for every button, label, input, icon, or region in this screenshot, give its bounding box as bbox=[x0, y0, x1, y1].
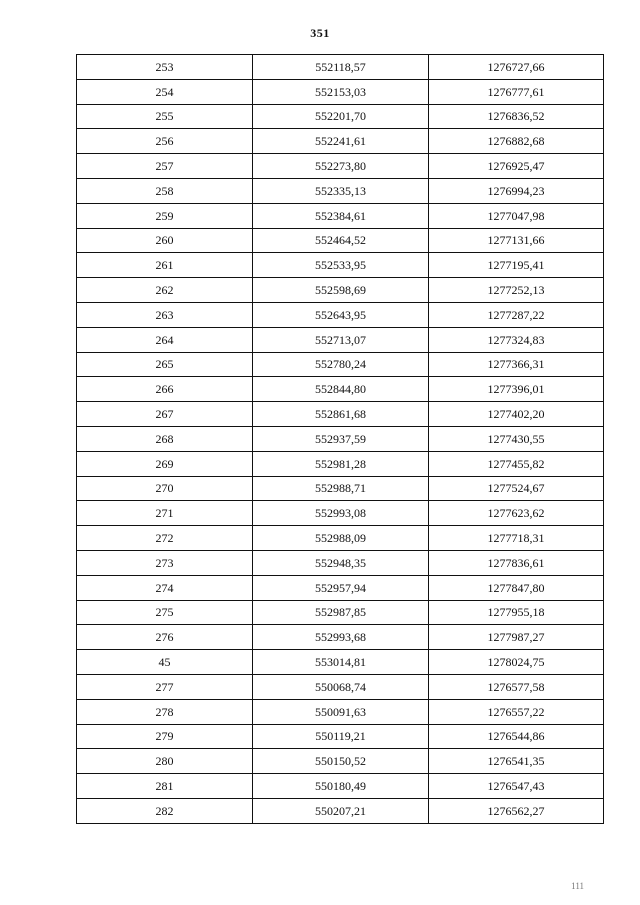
x-coordinate-cell: 552153,03 bbox=[253, 79, 429, 104]
x-coordinate-cell: 552241,61 bbox=[253, 129, 429, 154]
point-number-cell: 268 bbox=[77, 426, 253, 451]
point-number-cell: 274 bbox=[77, 575, 253, 600]
x-coordinate-cell: 550180,49 bbox=[253, 774, 429, 799]
coordinates-table bbox=[76, 54, 604, 824]
table-row bbox=[77, 55, 604, 80]
y-coordinate-cell: 1276777,61 bbox=[429, 79, 604, 104]
table-row bbox=[77, 625, 604, 650]
table-row bbox=[77, 178, 604, 203]
y-coordinate-cell: 1277366,31 bbox=[429, 352, 604, 377]
table-row bbox=[77, 650, 604, 675]
x-coordinate-cell: 552598,69 bbox=[253, 278, 429, 303]
y-coordinate-cell: 1276882,68 bbox=[429, 129, 604, 154]
y-coordinate-cell: 1277047,98 bbox=[429, 203, 604, 228]
point-number-cell: 256 bbox=[77, 129, 253, 154]
point-number-cell: 278 bbox=[77, 699, 253, 724]
x-coordinate-cell: 552464,52 bbox=[253, 228, 429, 253]
point-number-cell: 276 bbox=[77, 625, 253, 650]
point-number-cell: 273 bbox=[77, 550, 253, 575]
table-row bbox=[77, 302, 604, 327]
point-number-cell: 262 bbox=[77, 278, 253, 303]
table-row bbox=[77, 253, 604, 278]
y-coordinate-cell: 1276547,43 bbox=[429, 774, 604, 799]
x-coordinate-cell: 550068,74 bbox=[253, 674, 429, 699]
x-coordinate-cell: 552844,80 bbox=[253, 377, 429, 402]
point-number-cell: 271 bbox=[77, 501, 253, 526]
point-number-cell: 264 bbox=[77, 327, 253, 352]
table-row bbox=[77, 798, 604, 823]
y-coordinate-cell: 1278024,75 bbox=[429, 650, 604, 675]
x-coordinate-cell: 552118,57 bbox=[253, 55, 429, 80]
point-number-cell: 281 bbox=[77, 774, 253, 799]
table-row bbox=[77, 154, 604, 179]
point-number-cell: 255 bbox=[77, 104, 253, 129]
y-coordinate-cell: 1277287,22 bbox=[429, 302, 604, 327]
table-row bbox=[77, 526, 604, 551]
table-row bbox=[77, 501, 604, 526]
coordinates-table-body bbox=[77, 55, 604, 824]
point-number-cell: 254 bbox=[77, 79, 253, 104]
table-row bbox=[77, 600, 604, 625]
x-coordinate-cell: 552335,13 bbox=[253, 178, 429, 203]
point-number-cell: 275 bbox=[77, 600, 253, 625]
x-coordinate-cell: 552384,61 bbox=[253, 203, 429, 228]
table-row bbox=[77, 699, 604, 724]
table-row bbox=[77, 228, 604, 253]
point-number-cell: 261 bbox=[77, 253, 253, 278]
table-row bbox=[77, 451, 604, 476]
x-coordinate-cell: 552533,95 bbox=[253, 253, 429, 278]
page-number: 351 bbox=[310, 26, 330, 40]
y-coordinate-cell: 1277524,67 bbox=[429, 476, 604, 501]
y-coordinate-cell: 1276994,23 bbox=[429, 178, 604, 203]
x-coordinate-cell: 552948,35 bbox=[253, 550, 429, 575]
x-coordinate-cell: 553014,81 bbox=[253, 650, 429, 675]
y-coordinate-cell: 1276557,22 bbox=[429, 699, 604, 724]
y-coordinate-cell: 1277987,27 bbox=[429, 625, 604, 650]
x-coordinate-cell: 552273,80 bbox=[253, 154, 429, 179]
x-coordinate-cell: 552988,09 bbox=[253, 526, 429, 551]
point-number-cell: 272 bbox=[77, 526, 253, 551]
table-row bbox=[77, 550, 604, 575]
y-coordinate-cell: 1276577,58 bbox=[429, 674, 604, 699]
point-number-cell: 277 bbox=[77, 674, 253, 699]
x-coordinate-cell: 552643,95 bbox=[253, 302, 429, 327]
table-row bbox=[77, 377, 604, 402]
point-number-cell: 260 bbox=[77, 228, 253, 253]
table-row bbox=[77, 104, 604, 129]
table-row bbox=[77, 674, 604, 699]
table-row bbox=[77, 79, 604, 104]
y-coordinate-cell: 1277955,18 bbox=[429, 600, 604, 625]
point-number-cell: 258 bbox=[77, 178, 253, 203]
table-row bbox=[77, 774, 604, 799]
table-row bbox=[77, 402, 604, 427]
x-coordinate-cell: 552988,71 bbox=[253, 476, 429, 501]
point-number-cell: 267 bbox=[77, 402, 253, 427]
x-coordinate-cell: 552861,68 bbox=[253, 402, 429, 427]
x-coordinate-cell: 552201,70 bbox=[253, 104, 429, 129]
y-coordinate-cell: 1277396,01 bbox=[429, 377, 604, 402]
point-number-cell: 253 bbox=[77, 55, 253, 80]
point-number-cell: 266 bbox=[77, 377, 253, 402]
point-number-cell: 257 bbox=[77, 154, 253, 179]
y-coordinate-cell: 1277847,80 bbox=[429, 575, 604, 600]
y-coordinate-cell: 1277836,61 bbox=[429, 550, 604, 575]
y-coordinate-cell: 1276544,86 bbox=[429, 724, 604, 749]
point-number-cell: 263 bbox=[77, 302, 253, 327]
y-coordinate-cell: 1276541,35 bbox=[429, 749, 604, 774]
point-number-cell: 282 bbox=[77, 798, 253, 823]
y-coordinate-cell: 1277252,13 bbox=[429, 278, 604, 303]
table-row bbox=[77, 575, 604, 600]
table-row bbox=[77, 724, 604, 749]
x-coordinate-cell: 550119,21 bbox=[253, 724, 429, 749]
table-row bbox=[77, 476, 604, 501]
x-coordinate-cell: 550150,52 bbox=[253, 749, 429, 774]
y-coordinate-cell: 1277402,20 bbox=[429, 402, 604, 427]
x-coordinate-cell: 552981,28 bbox=[253, 451, 429, 476]
y-coordinate-cell: 1277131,66 bbox=[429, 228, 604, 253]
point-number-cell: 279 bbox=[77, 724, 253, 749]
y-coordinate-cell: 1277455,82 bbox=[429, 451, 604, 476]
table-row bbox=[77, 352, 604, 377]
y-coordinate-cell: 1276562,27 bbox=[429, 798, 604, 823]
x-coordinate-cell: 552713,07 bbox=[253, 327, 429, 352]
y-coordinate-cell: 1277430,55 bbox=[429, 426, 604, 451]
table-row bbox=[77, 203, 604, 228]
point-number-cell: 280 bbox=[77, 749, 253, 774]
y-coordinate-cell: 1276925,47 bbox=[429, 154, 604, 179]
point-number-cell: 259 bbox=[77, 203, 253, 228]
y-coordinate-cell: 1277623,62 bbox=[429, 501, 604, 526]
table-row bbox=[77, 426, 604, 451]
y-coordinate-cell: 1277324,83 bbox=[429, 327, 604, 352]
table-row bbox=[77, 327, 604, 352]
x-coordinate-cell: 550207,21 bbox=[253, 798, 429, 823]
x-coordinate-cell: 552937,59 bbox=[253, 426, 429, 451]
table-row bbox=[77, 749, 604, 774]
x-coordinate-cell: 552993,08 bbox=[253, 501, 429, 526]
point-number-cell: 269 bbox=[77, 451, 253, 476]
y-coordinate-cell: 1277718,31 bbox=[429, 526, 604, 551]
x-coordinate-cell: 550091,63 bbox=[253, 699, 429, 724]
table-row bbox=[77, 129, 604, 154]
point-number-cell: 270 bbox=[77, 476, 253, 501]
y-coordinate-cell: 1276836,52 bbox=[429, 104, 604, 129]
y-coordinate-cell: 1276727,66 bbox=[429, 55, 604, 80]
corner-mark: 111 bbox=[571, 881, 584, 891]
y-coordinate-cell: 1277195,41 bbox=[429, 253, 604, 278]
x-coordinate-cell: 552780,24 bbox=[253, 352, 429, 377]
point-number-cell: 265 bbox=[77, 352, 253, 377]
x-coordinate-cell: 552957,94 bbox=[253, 575, 429, 600]
point-number-cell: 45 bbox=[77, 650, 253, 675]
x-coordinate-cell: 552987,85 bbox=[253, 600, 429, 625]
x-coordinate-cell: 552993,68 bbox=[253, 625, 429, 650]
table-row bbox=[77, 278, 604, 303]
